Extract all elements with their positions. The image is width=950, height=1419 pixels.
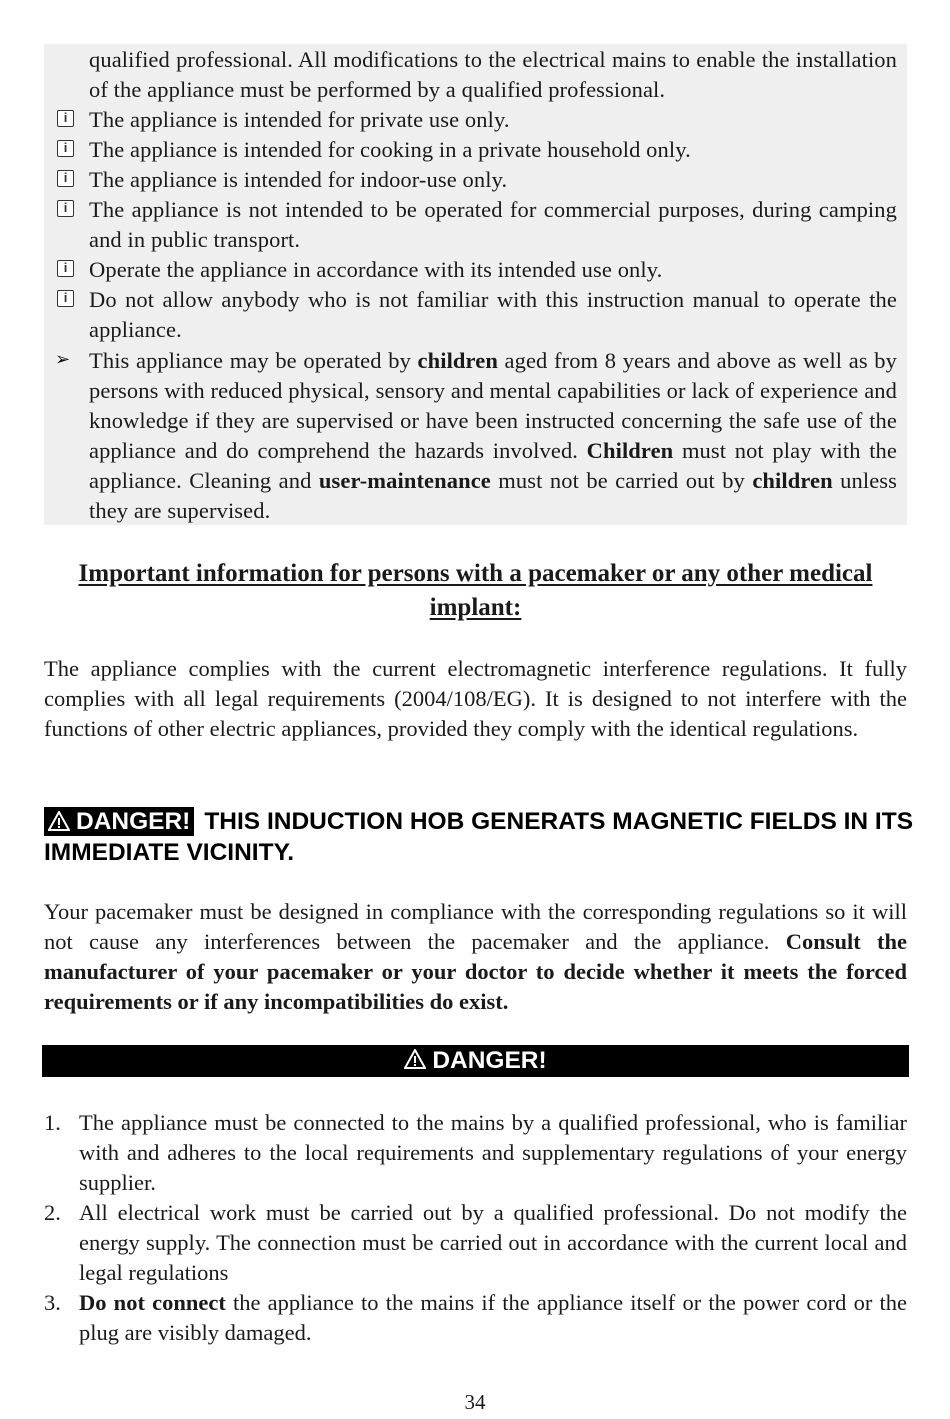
magnetic-fields-text: THIS INDUCTION HOB GENERATS MAGNETIC FIELDS IN ITS IMMEDIATE VICINITY. <box>44 808 914 866</box>
list-number: 2. <box>44 1200 61 1225</box>
info-continuation-text: qualified professional. All modifications to the electrical mains to enable the installation of the appliance must be performed by a qualified professional. <box>89 47 897 102</box>
danger-bar: DANGER! <box>42 1045 909 1077</box>
info-icon: i <box>57 110 74 127</box>
magnetic-fields-warning <box>44 806 914 868</box>
list-item <box>44 1108 907 1198</box>
info-item-commercial: The appliance is not intended to be operated for commercial purposes, during camping and in public transport. <box>89 197 897 252</box>
warning-triangle-icon <box>48 811 70 831</box>
info-item-intended-use: Operate the appliance in accordance with its intended use only. <box>89 257 663 282</box>
list-item <box>44 1288 907 1348</box>
info-item-familiar-manual: Do not allow anybody who is not familiar with this instruction manual to operate the appliance. <box>89 287 897 342</box>
list-number: 1. <box>44 1110 61 1135</box>
list-text: All electrical work must be carried out by a qualified professional. Do not modify the energy supply. The connection must be carried out in accordance with the current local and legal regulations <box>79 1200 907 1285</box>
page-number: 34 <box>464 1390 486 1414</box>
info-icon: i <box>57 200 74 217</box>
list-text: The appliance must be connected to the mains by a qualified professional, who is familiar with and adheres to the local requirements and supplementary regulations of your energy supplier. <box>79 1110 907 1195</box>
info-item-private-household: The appliance is intended for cooking in a private household only. <box>89 137 691 162</box>
warning-triangle-icon <box>404 1049 426 1069</box>
info-item-private-use: The appliance is intended for private use only. <box>89 107 510 132</box>
emc-paragraph: The appliance complies with the current electromagnetic interference regulations. It fully complies with all legal requirements (2004/108/EG). It is designed to not interfere with the functions of other electric appliances, provided they comply with the identical regulations. <box>44 656 907 741</box>
info-icon: i <box>57 170 74 187</box>
list-number: 3. <box>44 1290 61 1315</box>
info-icon: i <box>57 140 74 157</box>
list-item <box>44 1198 907 1288</box>
info-icon: i <box>57 260 74 277</box>
list-text: Do not connect the appliance to the mains if the appliance itself or the power cord or the plug are visibly damaged. <box>79 1290 907 1345</box>
info-item-indoor-use: The appliance is intended for indoor-use only. <box>89 167 508 192</box>
arrow-bullet-icon: ➢ <box>55 349 71 370</box>
pacemaker-paragraph: Your pacemaker must be designed in compliance with the corresponding regulations so it will not cause any interferences between the pacemaker and the appliance. Consult the manufacturer of your pacemaker or your doctor to decide whether it meets the forced requirements or if any incompatibilities do exist. <box>44 899 907 1014</box>
info-item-children: This appliance may be operated by children aged from 8 years and above as well as by persons with reduced physical, sensory and mental capabilities or lack of experience and knowledge if they are supervised or have been instructed concerning the safe use of the appliance and do comprehend the hazards involved. Children must not play with the appliance. Cleaning and user-maintenance must not be carried out by children unless they are supervised. <box>89 348 897 523</box>
danger-badge: DANGER! <box>44 807 194 836</box>
info-icon: i <box>57 290 74 307</box>
pacemaker-heading: Important information for persons with a pacemaker or any other medical implant: <box>78 560 873 621</box>
